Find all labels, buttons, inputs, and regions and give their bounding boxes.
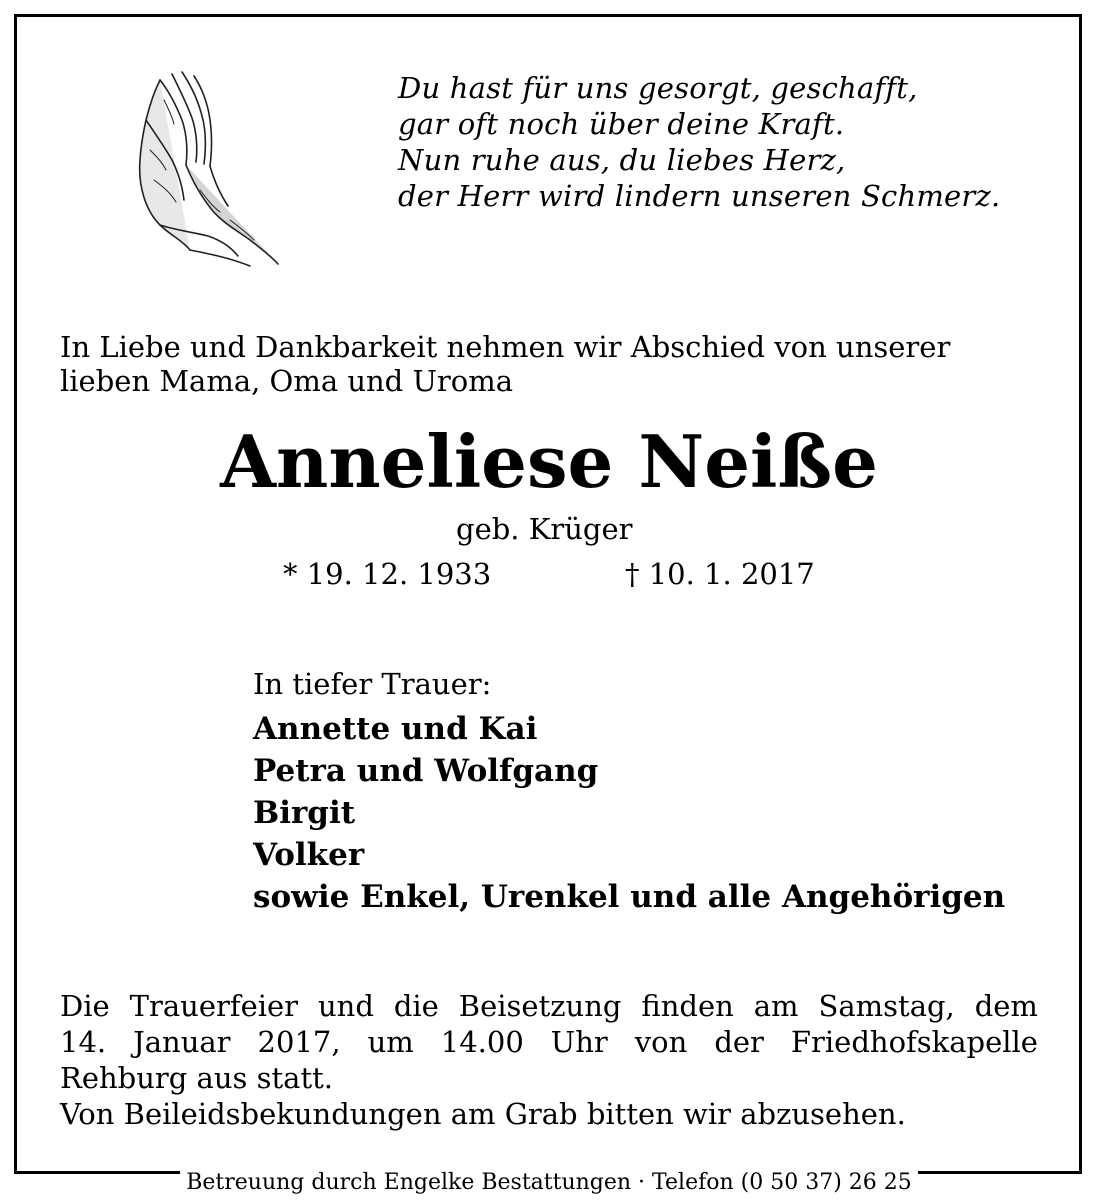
birth-date: * 19. 12. 1933 <box>283 557 492 591</box>
funeral-word: Uhr <box>550 1025 608 1059</box>
funeral-word: am <box>753 989 799 1023</box>
intro-line: lieben Mama, Oma und Uroma <box>60 364 514 398</box>
funeral-word: von <box>634 1025 688 1059</box>
footer <box>0 1168 1098 1200</box>
mourners-block <box>253 666 1005 918</box>
funeral-word: 14.00 <box>440 1025 524 1059</box>
funeral-word: Die <box>60 989 110 1023</box>
intro-line: In Liebe und Dankbarkeit nehmen wir Abschied von unserer <box>60 330 951 364</box>
funeral-word: Beisetzung <box>458 989 622 1023</box>
funeral-word: die <box>393 989 439 1023</box>
funeral-word: Januar <box>133 1025 231 1059</box>
birth-name: geb. Krüger <box>456 512 633 546</box>
funeral-word: 14. <box>60 1025 107 1059</box>
poem-line: Du hast für uns gesorgt, geschafft, <box>398 71 918 105</box>
funeral-info <box>60 988 1038 1132</box>
poem-line: der Herr wird lindern unseren Schmerz. <box>398 179 1001 213</box>
deceased-name: Anneliese Neiße <box>220 419 878 504</box>
poem <box>398 70 1000 214</box>
mourners-label: In tiefer Trauer: <box>253 667 492 701</box>
mourner-name: Volker <box>253 837 365 873</box>
funeral-word: Trauerfeier <box>129 989 299 1023</box>
funeral-word: Friedhofskapelle <box>790 1025 1038 1059</box>
funeral-line: Rehburg aus statt. <box>60 1061 333 1095</box>
funeral-word: und <box>317 989 374 1023</box>
funeral-word: finden <box>641 989 734 1023</box>
poem-line: gar oft noch über deine Kraft. <box>398 107 845 141</box>
funeral-word: um <box>367 1025 414 1059</box>
intro-text <box>60 330 1050 398</box>
death-date: † 10. 1. 2017 <box>625 557 815 591</box>
poem-line: Nun ruhe aus, du liebes Herz, <box>398 143 846 177</box>
funeral-word: dem <box>974 989 1038 1023</box>
mourner-name: sowie Enkel, Urenkel und alle Angehörigen <box>253 879 1006 915</box>
funeral-line <box>60 988 1038 1024</box>
footer-text: Betreuung durch Engelke Bestattungen · Telefon (0 50 37) 26 25 <box>180 1168 918 1200</box>
funeral-word: 2017, <box>257 1025 341 1059</box>
mourner-name: Annette und Kai <box>253 711 538 747</box>
mourner-name: Petra und Wolfgang <box>253 753 599 789</box>
funeral-line <box>60 1024 1038 1060</box>
funeral-word: der <box>714 1025 764 1059</box>
condolence-note: Von Beileidsbekundungen am Grab bitten wir abzusehen. <box>60 1097 906 1131</box>
mourner-name: Birgit <box>253 795 356 831</box>
funeral-word: Samstag, <box>818 989 955 1023</box>
praying-hands-icon <box>120 60 280 270</box>
